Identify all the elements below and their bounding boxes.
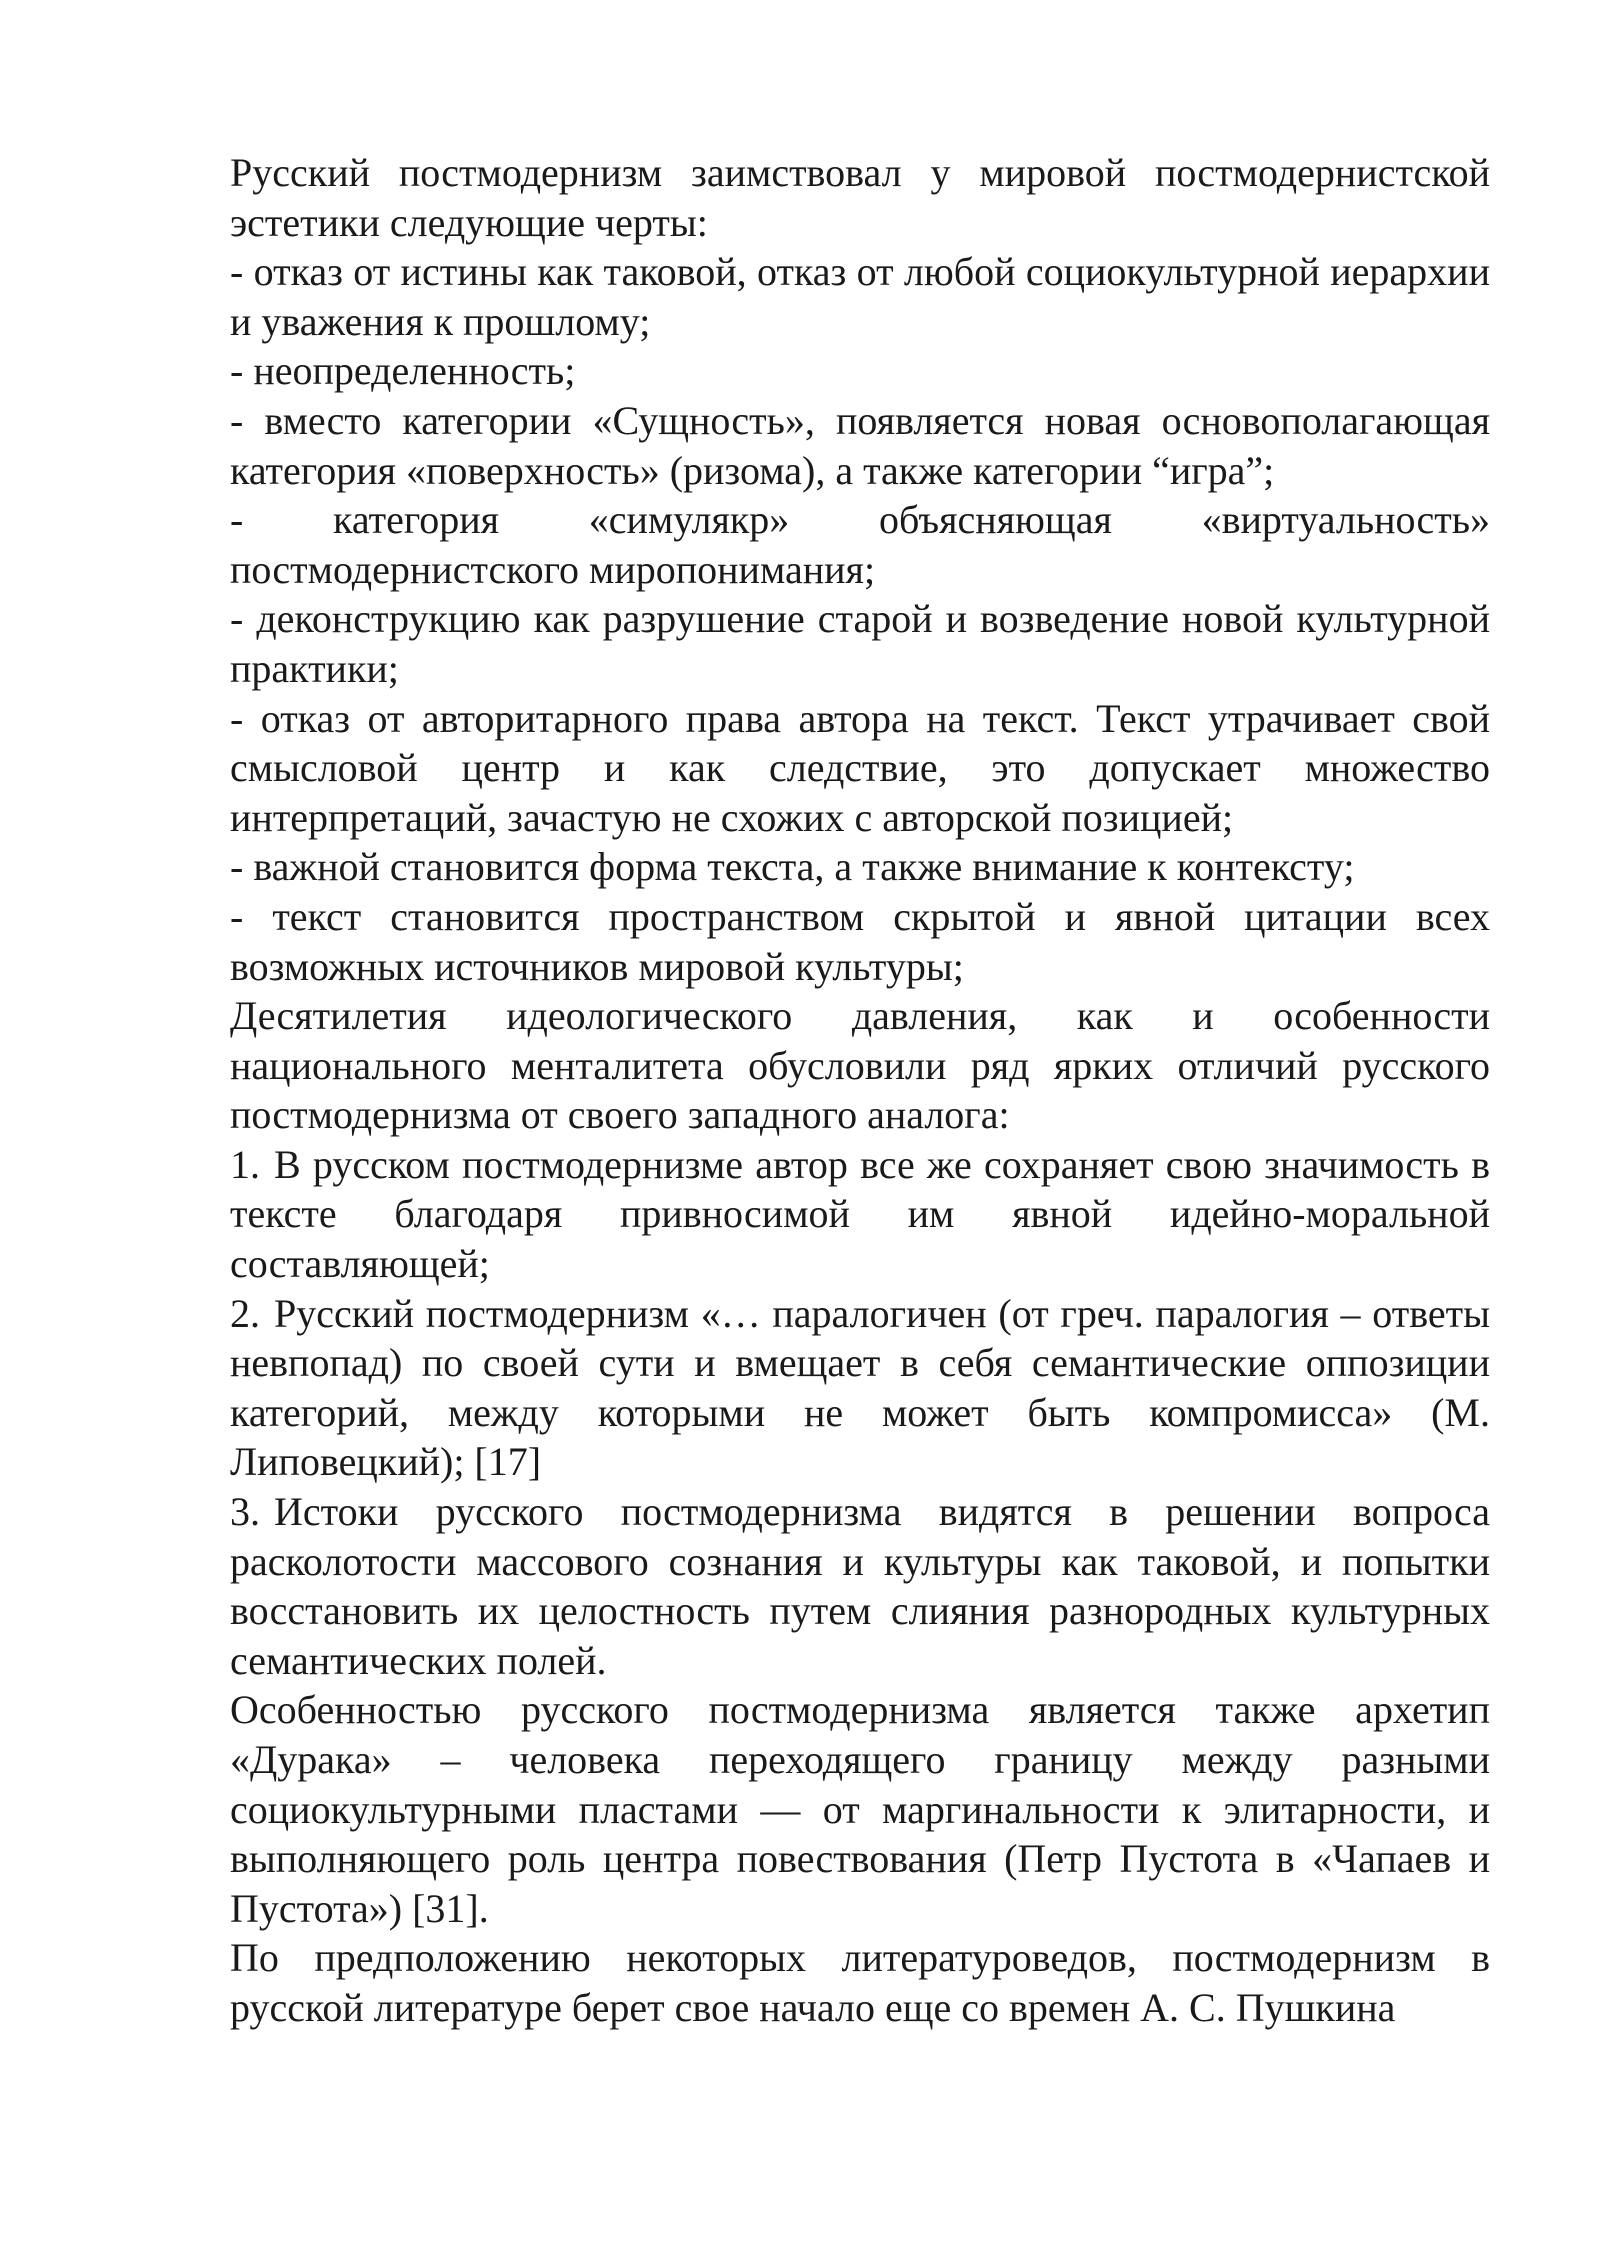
list-item-surface-category: - вместо категории «Сущность», появляется новая основополагающая категория «поверхность» (ризома), а также категории “игра”; <box>230 397 1490 493</box>
numbered-item-3 <box>230 1487 1490 1685</box>
numbered-item-text: В русском постмодернизме автор все же сохраняет свою значимость в тексте благодаря привносимой им явной идейно-моральной составляющей; <box>230 1141 1490 1287</box>
numbered-item-2 <box>230 1289 1490 1487</box>
numbered-item-number: 1. <box>230 1141 260 1187</box>
numbered-item-number: 3. <box>230 1489 260 1535</box>
numbered-item-number: 2. <box>230 1290 260 1336</box>
list-item-author-rights: - отказ от авторитарного права автора на текст. Текст утрачивает свой смысловой центр и как следствие, это допускает множество интерпретаций, зачастую не схожих с авторской позицией; <box>230 695 1490 840</box>
document-page <box>230 148 1490 2033</box>
numbered-item-text: Русский постмодернизм «… паралогичен (от греч. паралогия – ответы невпопад) по своей сути и вмещает в себя семантические оппозиции категорий, между которыми не может быть компромисса» (М. Липовецкий); [17] <box>230 1290 1490 1485</box>
paragraph-intro: Русский постмодернизм заимствовал у мировой постмодернистской эстетики следующие черты: <box>230 150 1490 245</box>
list-item-citation-space: - текст становится пространством скрытой и явной цитации всех возможных источников мировой культуры; <box>230 893 1490 989</box>
list-item-text-form: - важной становится форма текста, а также внимание к контексту; <box>230 844 1355 890</box>
paragraph-ideological-pressure: Десятилетия идеологического давления, как и особенности национального менталитета обусловили ряд ярких отличий русского постмодернизма от своего западного аналога: <box>230 993 1490 1138</box>
list-item-deconstruction: - деконструкцию как разрушение старой и возведение новой культурной практики; <box>230 596 1490 691</box>
paragraph-fool-archetype: Особенностью русского постмодернизма является также архетип «Дурака» – человека переходящего границу между разными социокультурными пластами — от маргинальности к элитарности, и выполняющего роль центра повествования (Петр Пустота в «Чапаев и Пустота») [31]. <box>230 1687 1490 1931</box>
numbered-item-text: Истоки русского постмодернизма видятся в решении вопроса расколотости массового сознания и культуры как таковой, и попытки восстановить их целостность путем слияния разнородных культурных семантических полей. <box>230 1489 1490 1683</box>
paragraph-pushkin-origin: По предположению некоторых литературоведов, постмодернизм в русской литературе берет свое начало еще со времен А. С. Пушкина <box>230 1935 1490 2030</box>
list-item-uncertainty: - неопределенность; <box>230 348 576 394</box>
list-item-rejection-of-truth: - отказ от истины как таковой, отказ от любой социокультурной иерархии и уважения к прошлому; <box>230 249 1490 344</box>
list-item-simulacrum: - категория «симулякр» объясняющая «виртуальность» постмодернистского миропонимания; <box>230 497 1490 592</box>
numbered-item-1 <box>230 1140 1490 1289</box>
